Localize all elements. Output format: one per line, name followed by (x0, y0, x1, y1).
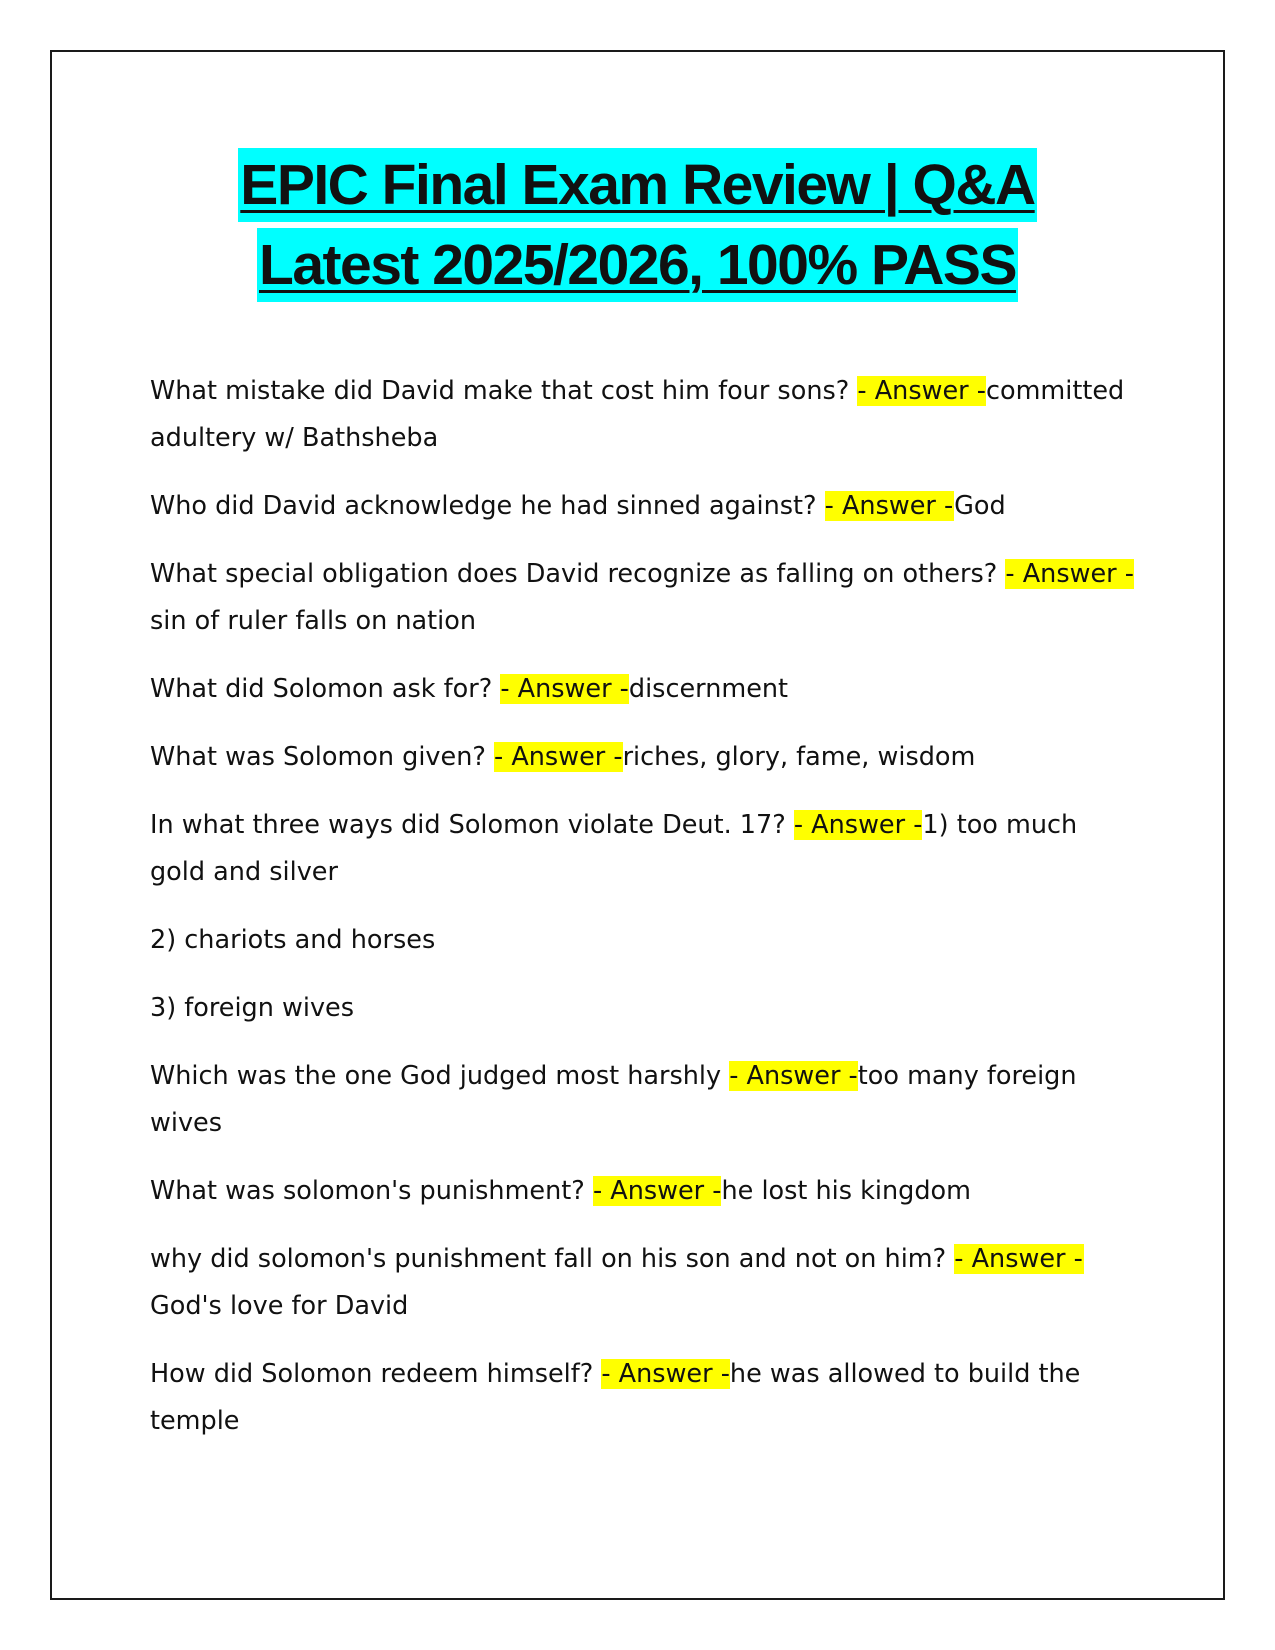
qa-item (150, 802, 1135, 896)
answer-marker: - Answer - (729, 1061, 858, 1091)
answer-marker: - Answer - (954, 1244, 1084, 1274)
list-line: 2) chariots and horses (150, 925, 436, 955)
answer-text: he lost his kingdom (721, 1176, 971, 1206)
answer-marker: - Answer - (1005, 559, 1134, 589)
question-text: What special obligation does David recognize as falling on others? (150, 559, 1006, 589)
question-text: What did Solomon ask for? (150, 674, 501, 704)
qa-item (150, 1053, 1135, 1147)
qa-item (150, 666, 1135, 713)
answer-text: 1) too much gold and silver (150, 810, 1078, 887)
question-text: What mistake did David make that cost him four sons? (150, 376, 858, 406)
qa-item (150, 734, 1135, 781)
answer-text: he was allowed to build the temple (150, 1359, 1081, 1436)
answer-marker: - Answer - (857, 376, 986, 406)
qa-item (150, 483, 1135, 530)
answer-text: riches, glory, fame, wisdom (622, 742, 976, 772)
answer-text: sin of ruler falls on nation (150, 606, 476, 636)
qa-item (150, 551, 1135, 645)
answer-marker: - Answer - (494, 742, 623, 772)
question-text: How did Solomon redeem himself? (150, 1359, 602, 1389)
question-text: What was Solomon given? (150, 742, 495, 772)
question-text: Which was the one God judged most harshly (150, 1061, 730, 1091)
answer-text: God's love for David (150, 1291, 409, 1321)
answer-text: too many foreign wives (150, 1061, 1077, 1138)
answer-marker: - Answer - (592, 1176, 722, 1206)
title-line-2: Latest 2025/2026, 100% PASS (257, 228, 1018, 302)
document-title (0, 148, 1275, 308)
answer-marker: - Answer - (824, 491, 955, 521)
answer-text: discernment (628, 674, 789, 704)
qa-item (150, 1236, 1135, 1330)
qa-item (150, 368, 1135, 462)
qa-item (150, 1168, 1135, 1215)
answer-text: God (954, 491, 1006, 521)
qa-item (150, 1351, 1135, 1445)
question-text: Who did David acknowledge he had sinned against? (150, 491, 825, 521)
answer-marker: - Answer - (793, 810, 923, 840)
list-line: 3) foreign wives (150, 993, 355, 1023)
answer-marker: - Answer - (500, 674, 629, 704)
question-text: why did solomon's punishment fall on his son and not on him? (150, 1244, 955, 1274)
question-text: What was solomon's punishment? (150, 1176, 593, 1206)
title-line-1: EPIC Final Exam Review | Q&A (238, 148, 1036, 222)
answer-text: committed adultery w/ Bathsheba (150, 376, 1125, 453)
qa-list (150, 368, 1135, 1466)
question-text: In what three ways did Solomon violate Deut. 17? (150, 810, 794, 840)
answer-marker: - Answer - (601, 1359, 730, 1389)
